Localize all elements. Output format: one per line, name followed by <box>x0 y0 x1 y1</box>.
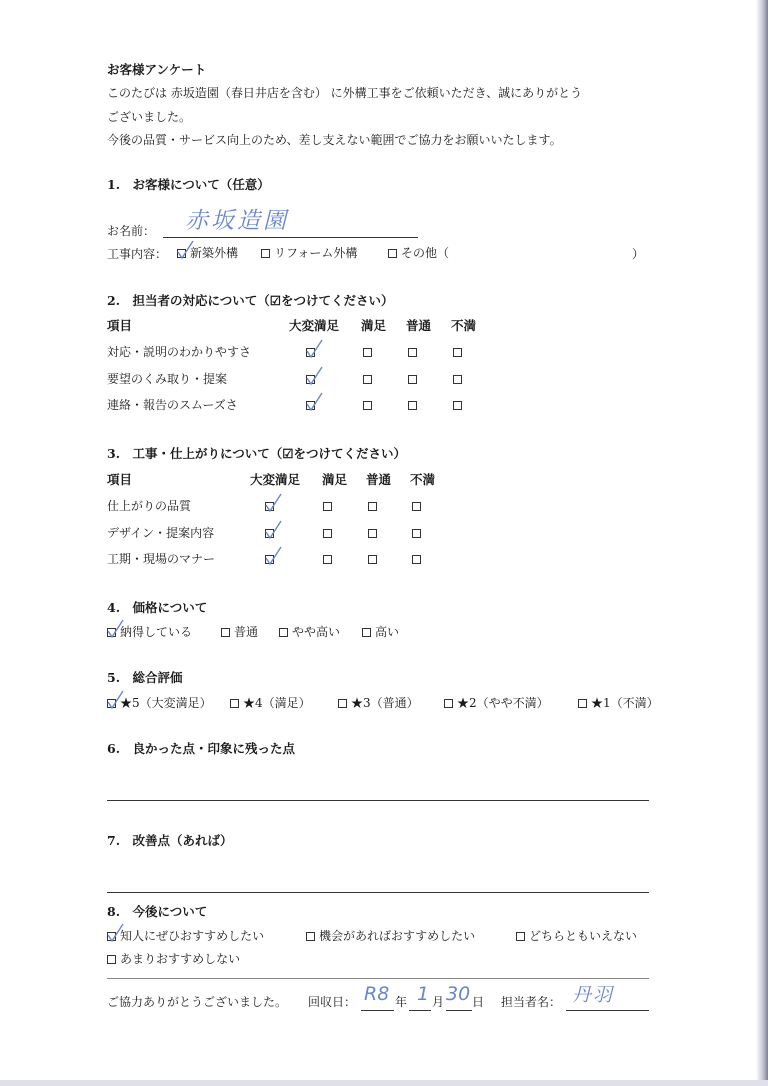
s2-r1-normal-checkbox[interactable] <box>408 348 417 357</box>
price-option-satisfied[interactable] <box>107 626 192 638</box>
future-option-maybe[interactable] <box>306 930 475 942</box>
work-option-reform[interactable] <box>261 247 357 259</box>
s2-r2-normal-checkbox[interactable] <box>408 375 417 384</box>
rating-option-3[interactable] <box>338 697 419 709</box>
checkbox-neutral[interactable] <box>516 932 525 941</box>
name-underline <box>163 237 418 238</box>
thanks-text: ご協力ありがとうございました。 <box>107 995 288 1009</box>
s2-col-very-satisfied: 大変満足 <box>289 318 340 333</box>
work-type-label: 工事内容： <box>107 247 168 261</box>
staff-name-underline <box>566 1010 649 1011</box>
option-label: あまりおすすめしない <box>120 952 241 966</box>
option-label: 普通 <box>234 625 259 639</box>
s3-r3-satisfied-checkbox[interactable] <box>323 555 332 564</box>
checkbox-other[interactable] <box>388 249 397 258</box>
s3-r1-satisfied-checkbox[interactable] <box>323 502 332 511</box>
s3-r1-normal-checkbox[interactable] <box>368 502 377 511</box>
option-label: ★1（不満） <box>591 696 659 710</box>
s3-r2-dissatisfied-checkbox[interactable] <box>412 529 421 538</box>
s2-col-satisfied: 満足 <box>361 318 387 333</box>
work-option-new[interactable] <box>177 247 238 259</box>
section-8-heading: 8. 今後について <box>107 904 208 919</box>
s3-r2-very-satisfied-checkbox[interactable] <box>265 529 274 538</box>
month-underline <box>409 1010 431 1011</box>
price-option-somewhat-high[interactable] <box>279 626 340 638</box>
checkbox-rating-2[interactable] <box>444 699 453 708</box>
checkbox-price-satisfied[interactable] <box>107 628 116 637</box>
s3-col-normal: 普通 <box>366 472 392 487</box>
option-label: やや高い <box>292 625 341 639</box>
day-underline <box>446 1010 472 1011</box>
s2-row-2-label: 要望のくみ取り・提案 <box>107 372 228 386</box>
s2-col-dissatisfied: 不満 <box>451 318 477 333</box>
s2-r1-satisfied-checkbox[interactable] <box>363 348 372 357</box>
s2-r3-dissatisfied-checkbox[interactable] <box>453 401 462 410</box>
s3-r1-dissatisfied-checkbox[interactable] <box>412 502 421 511</box>
s2-r3-very-satisfied-checkbox[interactable] <box>306 401 315 410</box>
year-unit: 年 <box>395 995 408 1009</box>
checkbox-rating-3[interactable] <box>338 699 347 708</box>
intro-line-1: このたびは 赤坂造園（春日井店を含む） に外構工事をご依頼いただき、誠にありがとう <box>107 86 583 100</box>
improvement-line[interactable] <box>107 892 649 893</box>
intro-line-2: ございました。 <box>107 110 192 124</box>
s3-r3-very-satisfied-checkbox[interactable] <box>265 555 274 564</box>
page-bottom-edge <box>0 1080 768 1086</box>
s2-r2-dissatisfied-checkbox[interactable] <box>453 375 462 384</box>
future-option-recommend[interactable] <box>107 930 264 942</box>
s3-row-2-label: デザイン・提案内容 <box>107 526 215 540</box>
s3-col-very-satisfied: 大変満足 <box>250 472 301 487</box>
s3-r1-very-satisfied-checkbox[interactable] <box>265 502 274 511</box>
intro-line-3: 今後の品質・サービス向上のため、差し支えない範囲でご協力をお願いいたします。 <box>107 133 562 147</box>
s2-r1-dissatisfied-checkbox[interactable] <box>453 348 462 357</box>
day-handwritten[interactable]: 30 <box>446 983 471 1005</box>
section-7-heading: 7. 改善点（あれば） <box>107 833 233 848</box>
checkbox-rating-4[interactable] <box>230 699 239 708</box>
option-label: 高い <box>375 625 400 639</box>
s2-r1-very-satisfied-checkbox[interactable] <box>306 348 315 357</box>
option-label: ★3（普通） <box>351 696 419 710</box>
section-4-heading: 4. 価格について <box>107 600 208 615</box>
day-unit: 日 <box>472 995 485 1009</box>
option-label: 機会があればおすすめしたい <box>319 929 476 943</box>
price-option-normal[interactable] <box>221 626 258 638</box>
s3-col-item: 項目 <box>107 472 133 487</box>
s2-r3-satisfied-checkbox[interactable] <box>363 401 372 410</box>
collection-date-label: 回収日： <box>308 995 357 1009</box>
s2-r3-normal-checkbox[interactable] <box>408 401 417 410</box>
name-label: お名前： <box>107 224 156 238</box>
option-label: その他（ <box>401 246 450 260</box>
s3-r3-dissatisfied-checkbox[interactable] <box>412 555 421 564</box>
page-edge-shadow <box>756 0 768 1086</box>
option-label: 納得している <box>120 625 193 639</box>
checkbox-new-build[interactable] <box>177 249 186 258</box>
era-underline <box>361 1010 394 1011</box>
name-handwritten[interactable]: 赤坂造園 <box>185 208 289 234</box>
s3-r2-satisfied-checkbox[interactable] <box>323 529 332 538</box>
rating-option-1[interactable] <box>578 697 659 709</box>
option-label: リフォーム外構 <box>274 246 358 260</box>
section-5-heading: 5. 総合評価 <box>107 670 183 685</box>
section-2-heading: 2. 担当者の対応について（☑をつけてください） <box>107 293 394 308</box>
checkbox-reform[interactable] <box>261 249 270 258</box>
s3-col-dissatisfied: 不満 <box>410 472 436 487</box>
option-label: ★2（やや不満） <box>457 696 549 710</box>
month-handwritten[interactable]: 1 <box>417 983 430 1005</box>
staff-name-handwritten[interactable]: 丹羽 <box>572 984 615 1006</box>
option-label: ★5（大変満足） <box>120 696 212 710</box>
s2-row-3-label: 連絡・報告のスムーズさ <box>107 398 238 412</box>
checkbox-price-normal[interactable] <box>221 628 230 637</box>
checkbox-recommend[interactable] <box>107 932 116 941</box>
future-option-neutral[interactable] <box>516 930 637 942</box>
checkbox-price-somewhat-high[interactable] <box>279 628 288 637</box>
other-close-paren: ） <box>632 247 645 261</box>
rating-option-2[interactable] <box>444 697 549 709</box>
s2-col-normal: 普通 <box>406 318 432 333</box>
s2-row-1-label: 対応・説明のわかりやすさ <box>107 345 252 359</box>
option-label: どちらともいえない <box>529 929 638 943</box>
option-label: ★4（満足） <box>243 696 311 710</box>
s3-row-1-label: 仕上がりの品質 <box>107 499 192 513</box>
section-1-heading: 1. お客様について（任意） <box>107 177 270 192</box>
good-points-line[interactable] <box>107 800 649 801</box>
survey-title: お客様アンケート <box>107 62 207 77</box>
s3-col-satisfied: 満足 <box>322 472 348 487</box>
checkbox-rating-5[interactable] <box>107 699 116 708</box>
s2-r2-very-satisfied-checkbox[interactable] <box>306 375 315 384</box>
option-label: 新築外構 <box>190 246 239 260</box>
section-6-heading: 6. 良かった点・印象に残った点 <box>107 741 296 756</box>
rating-option-4[interactable] <box>230 697 311 709</box>
checkbox-rating-1[interactable] <box>578 699 587 708</box>
price-option-high[interactable] <box>362 626 399 638</box>
s3-r3-normal-checkbox[interactable] <box>368 555 377 564</box>
option-label: 知人にぜひおすすめしたい <box>120 929 265 943</box>
s3-r2-normal-checkbox[interactable] <box>368 529 377 538</box>
era-handwritten[interactable]: R8 <box>364 983 390 1005</box>
checkbox-not-recommend[interactable] <box>107 955 116 964</box>
checkbox-maybe[interactable] <box>306 932 315 941</box>
checkbox-price-high[interactable] <box>362 628 371 637</box>
month-unit: 月 <box>432 995 445 1009</box>
section-divider <box>107 978 649 979</box>
staff-name-label: 担当者名： <box>501 995 562 1009</box>
future-option-not-recommend[interactable] <box>107 953 240 965</box>
s2-col-item: 項目 <box>107 318 133 333</box>
s3-row-3-label: 工期・現場のマナー <box>107 552 216 566</box>
s2-r2-satisfied-checkbox[interactable] <box>363 375 372 384</box>
rating-option-5[interactable] <box>107 697 212 709</box>
work-option-other[interactable] <box>388 247 449 259</box>
section-3-heading: 3. 工事・仕上がりについて（☑をつけてください） <box>107 446 407 461</box>
